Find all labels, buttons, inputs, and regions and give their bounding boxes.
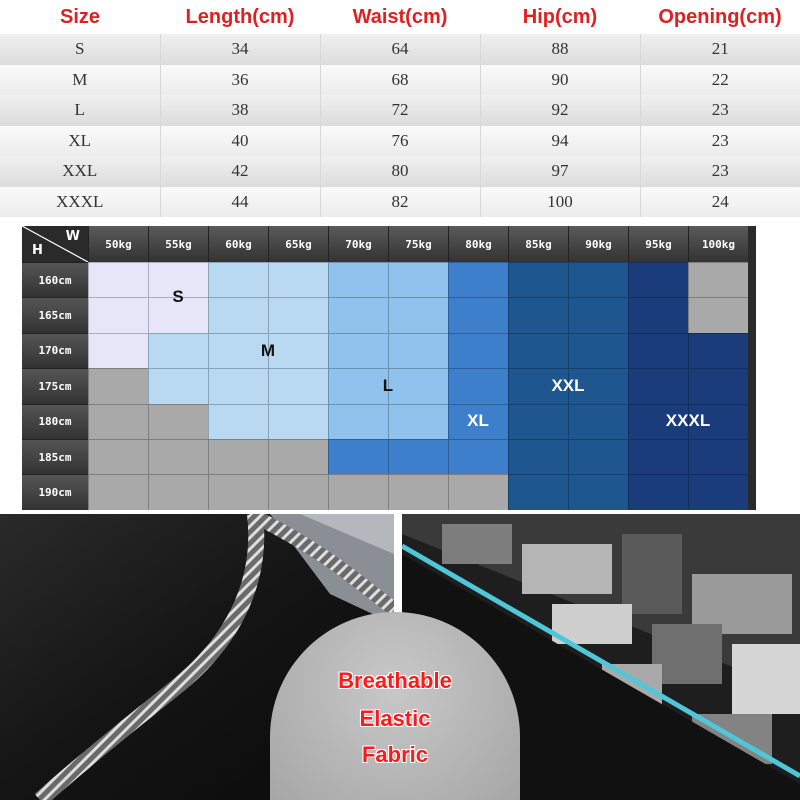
size-cell — [448, 333, 508, 368]
size-cell — [448, 297, 508, 332]
badge-line-fabric: Fabric — [361, 742, 429, 767]
weight-height-chart — [22, 226, 756, 510]
size-cell — [268, 474, 328, 509]
size-cell — [628, 297, 688, 332]
size-cell — [688, 439, 748, 474]
size-cell — [388, 262, 448, 297]
height-header: 180cm — [22, 404, 88, 439]
cell-opening: 23 — [640, 95, 800, 126]
table-row — [0, 126, 800, 157]
size-label-xl: XL — [467, 411, 489, 431]
size-cell — [508, 297, 568, 332]
cell-opening: 23 — [640, 156, 800, 187]
cell-hip: 90 — [480, 65, 640, 96]
size-label-xxxl: XXXL — [665, 411, 711, 431]
header-length: Length(cm) — [160, 0, 320, 34]
weight-header: 55kg — [148, 226, 208, 262]
size-cell — [628, 474, 688, 509]
size-cell — [628, 262, 688, 297]
cell-size: L — [0, 95, 160, 126]
size-cell — [88, 439, 148, 474]
size-cell — [388, 474, 448, 509]
corner-weight-letter: W — [65, 229, 80, 244]
weight-header: 95kg — [628, 226, 688, 262]
cell-size: XXXL — [0, 187, 160, 218]
size-cell — [328, 439, 388, 474]
cell-opening: 22 — [640, 65, 800, 96]
cell-size: M — [0, 65, 160, 96]
weight-header: 60kg — [208, 226, 268, 262]
size-cell — [508, 439, 568, 474]
badge-line-breathable: Breathable — [338, 668, 452, 693]
height-header: 170cm — [22, 333, 88, 368]
cell-waist: 64 — [320, 34, 480, 65]
size-label-s: S — [172, 287, 184, 307]
size-cell — [628, 333, 688, 368]
size-cell — [148, 404, 208, 439]
weight-header: 85kg — [508, 226, 568, 262]
size-cell — [268, 262, 328, 297]
size-cell — [628, 368, 688, 403]
cell-length: 44 — [160, 187, 320, 218]
size-cell — [328, 474, 388, 509]
size-cell — [568, 333, 628, 368]
weight-header: 65kg — [268, 226, 328, 262]
size-cell — [88, 474, 148, 509]
header-size: Size — [0, 0, 160, 34]
size-cell — [688, 262, 748, 297]
badge-line-elastic: Elastic — [359, 706, 431, 731]
weight-header: 100kg — [688, 226, 748, 262]
weight-header: 90kg — [568, 226, 628, 262]
size-cell — [88, 333, 148, 368]
cell-hip: 97 — [480, 156, 640, 187]
size-table-header — [0, 0, 800, 34]
cell-size: XL — [0, 126, 160, 157]
weight-header: 50kg — [88, 226, 148, 262]
size-cell — [88, 368, 148, 403]
size-cell — [148, 333, 208, 368]
size-table — [0, 0, 800, 217]
cell-waist: 76 — [320, 126, 480, 157]
table-row — [0, 65, 800, 96]
size-cell — [448, 474, 508, 509]
size-cell — [568, 439, 628, 474]
height-header: 165cm — [22, 297, 88, 332]
table-row — [0, 95, 800, 126]
size-cell — [268, 404, 328, 439]
size-cell — [148, 474, 208, 509]
chart-corner — [22, 226, 88, 262]
weight-header: 80kg — [448, 226, 508, 262]
cell-hip: 92 — [480, 95, 640, 126]
size-cell — [688, 474, 748, 509]
cell-length: 38 — [160, 95, 320, 126]
cell-length: 36 — [160, 65, 320, 96]
table-row — [0, 34, 800, 65]
cell-length: 40 — [160, 126, 320, 157]
height-header: 185cm — [22, 439, 88, 474]
size-cell — [268, 297, 328, 332]
size-cell — [268, 368, 328, 403]
height-header: 175cm — [22, 368, 88, 403]
size-cell — [328, 333, 388, 368]
size-cell — [568, 297, 628, 332]
height-header: 190cm — [22, 474, 88, 509]
size-cell — [508, 474, 568, 509]
size-label-l: L — [382, 375, 394, 395]
cell-hip: 88 — [480, 34, 640, 65]
size-cell — [388, 333, 448, 368]
cell-opening: 23 — [640, 126, 800, 157]
cell-waist: 80 — [320, 156, 480, 187]
cell-waist: 72 — [320, 95, 480, 126]
cell-length: 34 — [160, 34, 320, 65]
size-cell — [448, 368, 508, 403]
header-opening: Opening(cm) — [640, 0, 800, 34]
size-cell — [508, 262, 568, 297]
size-cell — [628, 439, 688, 474]
cell-size: S — [0, 34, 160, 65]
cell-opening: 24 — [640, 187, 800, 218]
size-cell — [328, 297, 388, 332]
header-hip: Hip(cm) — [480, 0, 640, 34]
size-cell — [268, 439, 328, 474]
weight-header: 70kg — [328, 226, 388, 262]
size-label-m: M — [260, 340, 276, 360]
size-cell — [688, 333, 748, 368]
table-row — [0, 156, 800, 187]
cell-waist: 68 — [320, 65, 480, 96]
size-cell — [208, 474, 268, 509]
size-cell — [328, 262, 388, 297]
cell-hip: 100 — [480, 187, 640, 218]
cell-opening: 21 — [640, 34, 800, 65]
size-label-xxl: XXL — [551, 375, 585, 395]
cell-hip: 94 — [480, 126, 640, 157]
size-cell — [328, 404, 388, 439]
height-header: 160cm — [22, 262, 88, 297]
corner-height-letter: H — [32, 243, 43, 258]
table-row — [0, 187, 800, 218]
size-cell — [448, 262, 508, 297]
cell-size: XXL — [0, 156, 160, 187]
header-waist: Waist(cm) — [320, 0, 480, 34]
size-cell — [568, 262, 628, 297]
size-cell — [508, 333, 568, 368]
size-cell — [208, 368, 268, 403]
size-cell — [568, 404, 628, 439]
size-cell — [388, 297, 448, 332]
size-cell — [688, 368, 748, 403]
size-cell — [148, 439, 208, 474]
size-cell — [208, 439, 268, 474]
size-cell — [448, 439, 508, 474]
size-cell — [148, 368, 208, 403]
size-cell — [688, 297, 748, 332]
weight-header: 75kg — [388, 226, 448, 262]
size-cell — [88, 404, 148, 439]
cell-waist: 82 — [320, 187, 480, 218]
cell-length: 42 — [160, 156, 320, 187]
size-cell — [568, 474, 628, 509]
size-cell — [208, 404, 268, 439]
size-cell — [388, 439, 448, 474]
